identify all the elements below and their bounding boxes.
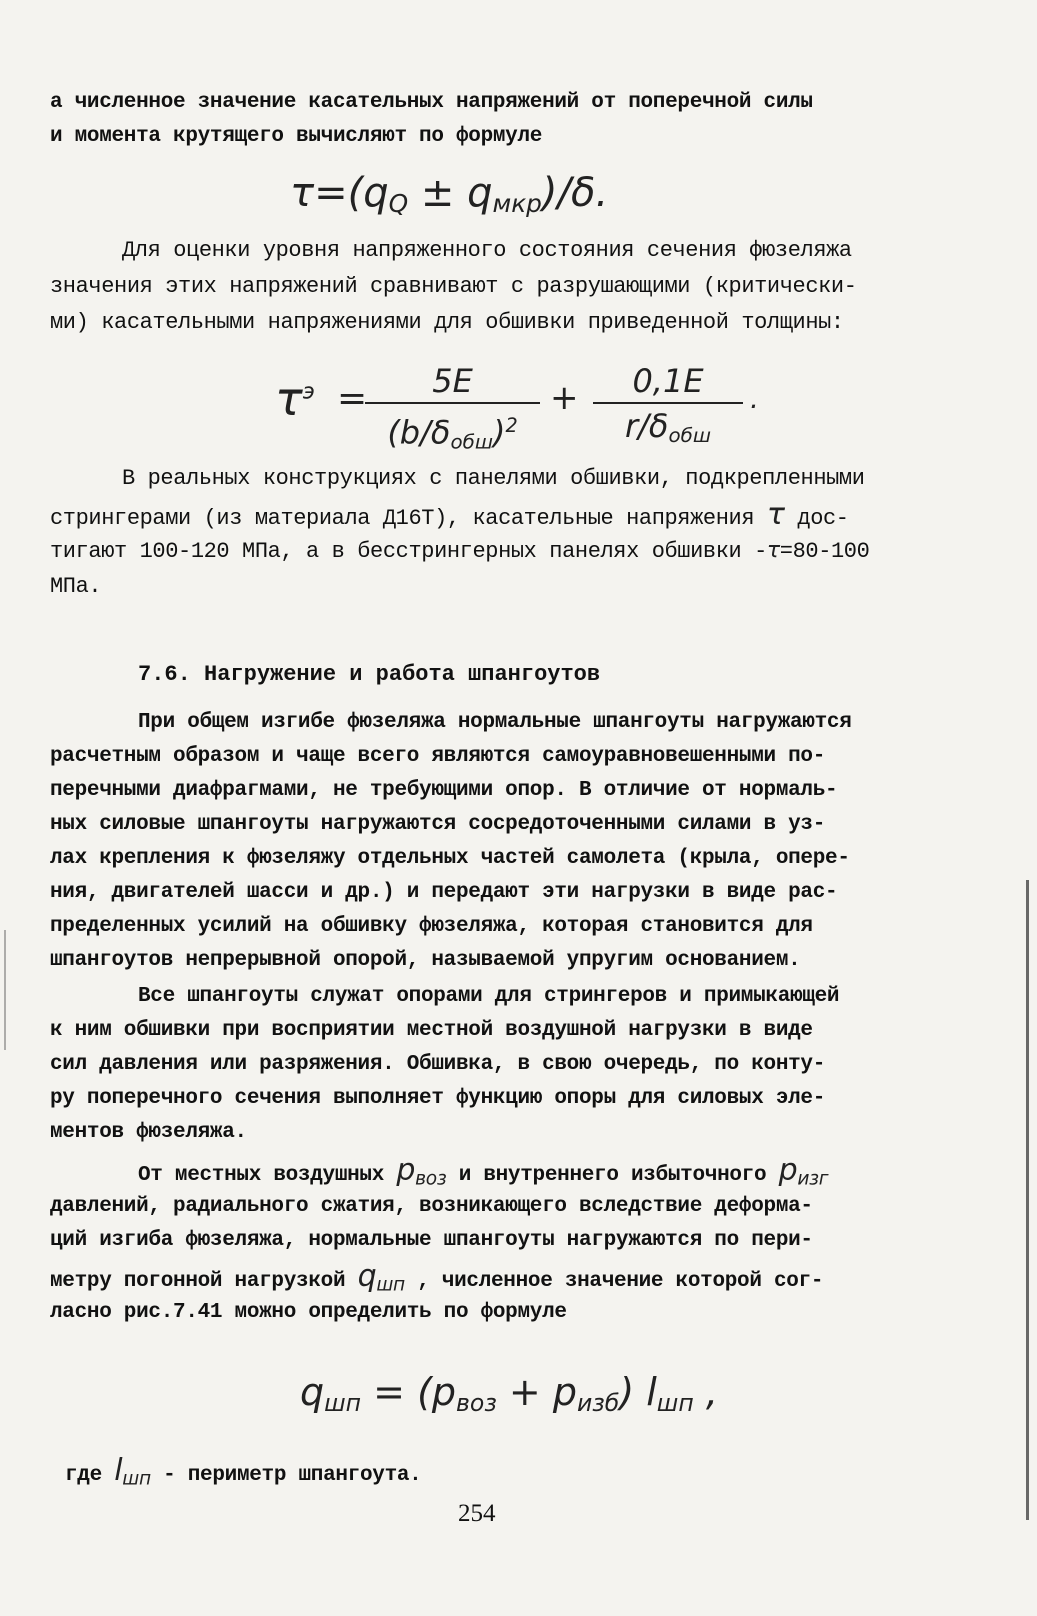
text-line: ния, двигателей шасси и др.) и передают эти нагрузки в виде рас- bbox=[50, 881, 838, 904]
formula-tau: $\tau=(q_Q \pm q_{мкр})/\delta$. bbox=[290, 170, 609, 219]
text-line: и момента крутящего вычисляют по формуле bbox=[50, 125, 543, 148]
page-number: 254 bbox=[458, 1500, 496, 1527]
text-line: перечными диафрагмами, не требующими опор. В отличие от нормаль- bbox=[50, 779, 838, 802]
text-line: метру погонной нагрузкой $q_{шп}$ , численное значение которой сог- bbox=[50, 1259, 824, 1296]
text-line: давлений, радиального сжатия, возникающего вследствие деформа- bbox=[50, 1195, 813, 1218]
formula-frame-load: $q_{шп} = (p_{воз} + p_{изб})$ $l_{шп}$ , bbox=[300, 1370, 718, 1417]
document-page: а численное значение касательных напряжений от поперечной силы и момента крутящего вычисляют по формуле $\tau=(q_Q \pm q_{мкр})/\delta$. Для оценки уровня напряженного состояния сечения фюзеляжа значения этих напряжений сравнивают с разрушающими (критически- ми) касательными напряжениями для обшивки приведенной толщины: $\tau^э$ = 5E $(b/\delta_{обш})^2$ + 0,1E $r/\delta_{обш}$ . В реальных конструкциях с панелями обшивки, подкрепленными стрингерами (из материала Д16Т), касательные напряжения τ дос- тигают 100-120 МПа, а в бесстрингерных панелях обшивки -τ=80-100 МПа. 7.6. Нагружение и работа шпангоутов При общем изгибе фюзеляжа нормальные шпангоуты нагружаются расчетным образом и чаще всего являются самоуравновешенными по- перечными диафрагмами, не требующими опор. В отличие от нормаль- ных силовые шпангоуты нагружаются сосредоточенными силами в уз- лах крепления к фюзеляжу отдельных частей самолета (крыла, опере- ния, двигателей шасси и др.) и передают эти нагрузки в виде рас- пределенных усилий на обшивку фюзеляжа, которая становится для шпангоутов непрерывной опорой, называемой упругим основанием. Все шпангоуты служат опорами для стрингеров и примыкающей к ним обшивки при восприятии местной воздушной нагрузки в виде сил давления или разряжения. Обшивка, в свою очередь, по конту- ру поперечного сечения выполняет функцию опоры для силовых эле- ментов фюзеляжа. От местных воздушных $p_{воз}$ и внутреннего избыточного $p_{изг}$ давлений, радиального сжатия, возникающего вследствие деформа- ций изгиба фюзеляжа, нормальные шпангоуты нагружаются по пери- метру погонной нагрузкой $q_{шп}$ , численное значение которой сог- ласно рис.7.41 можно определить по формуле $q_{шп} = (p_{воз} + p_{изб})$ $l_{шп}$ , где $l_{шп}$ - периметр шпангоута. 254 bbox=[0, 0, 1037, 1616]
text-line: ций изгиба фюзеляжа, нормальные шпангоуты нагружаются по пери- bbox=[50, 1229, 813, 1252]
text-line: ласно рис.7.41 можно определить по формуле bbox=[50, 1301, 567, 1324]
text-line: От местных воздушных $p_{воз}$ и внутреннего избыточного $p_{изг}$ bbox=[138, 1153, 829, 1190]
text-line: тигают 100-120 МПа, а в бесстрингерных панелях обшивки -τ=80-100 bbox=[50, 538, 870, 564]
text-line: сил давления или разряжения. Обшивка, в свою очередь, по конту- bbox=[50, 1053, 826, 1076]
text-line: ментов фюзеляжа. bbox=[50, 1121, 247, 1144]
text-line: Все шпангоуты служат опорами для стрингеров и примыкающей bbox=[138, 985, 840, 1008]
text-line: шпангоутов непрерывной опорой, называемой упругим основанием. bbox=[50, 949, 801, 972]
text-line: расчетным образом и чаще всего являются самоуравновешенными по- bbox=[50, 745, 826, 768]
text-line: к ним обшивки при восприятии местной воздушной нагрузки в виде bbox=[50, 1019, 813, 1042]
text-line: При общем изгибе фюзеляжа нормальные шпангоуты нагружаются bbox=[138, 711, 852, 734]
text-line: В реальных конструкциях с панелями обшивки, подкрепленными bbox=[122, 466, 865, 491]
text-line: МПа. bbox=[50, 574, 102, 599]
scan-edge bbox=[1026, 880, 1029, 1520]
text-line: лах крепления к фюзеляжу отдельных частей самолета (крыла, опере- bbox=[50, 847, 850, 870]
text-line: стрингерами (из материала Д16Т), касательные напряжения τ дос- bbox=[50, 497, 849, 532]
text-line: а численное значение касательных напряжений от поперечной силы bbox=[50, 91, 813, 114]
text-line: пределенных усилий на обшивку фюзеляжа, которая становится для bbox=[50, 915, 813, 938]
text-line: Для оценки уровня напряженного состояния сечения фюзеляжа bbox=[122, 238, 852, 263]
text-line: ных силовые шпангоуты нагружаются сосредоточенными силами в уз- bbox=[50, 813, 826, 836]
section-heading: 7.6. Нагружение и работа шпангоутов bbox=[138, 662, 601, 687]
text-line: ми) касательными напряжениями для обшивки приведенной толщины: bbox=[50, 310, 844, 335]
text-line: где $l_{шп}$ - периметр шпангоута. bbox=[65, 1453, 422, 1490]
text-line: значения этих напряжений сравнивают с разрушающими (критически- bbox=[50, 274, 857, 299]
text-line: ру поперечного сечения выполняет функцию опоры для силовых эле- bbox=[50, 1087, 826, 1110]
scan-edge bbox=[4, 930, 6, 1050]
